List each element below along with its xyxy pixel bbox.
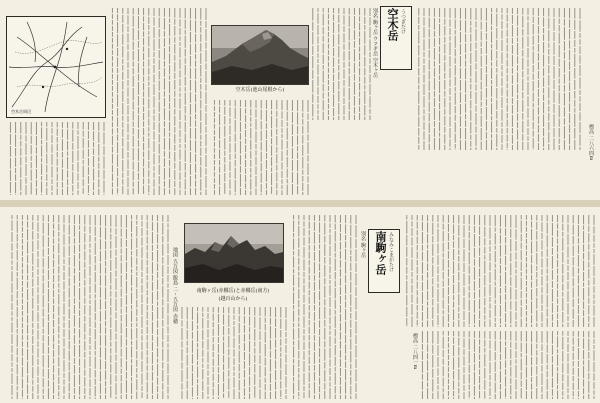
top-title-box (380, 6, 412, 70)
route-map (7, 17, 105, 117)
top-photo-caption: 空木岳(池山尾根から) (235, 87, 285, 93)
bottom-elevation: 標高 二八四一m (412, 333, 418, 370)
mountain-photo-bottom (185, 224, 283, 282)
bottom-map-info: 地図 五万図 飯島 二・五万図 赤穂 (172, 247, 178, 324)
top-title-reading: うつぎだけ (400, 9, 406, 34)
bottom-title: 南駒ヶ岳 (374, 231, 387, 275)
bottom-info-line: 別名 駒ヶ岳 (360, 231, 366, 258)
bottom-photo (184, 223, 284, 283)
bottom-text-columns (0, 207, 600, 403)
top-title: 空木岳 (386, 8, 399, 41)
map-label: 空木岳周辺 (11, 109, 31, 114)
top-page (0, 0, 600, 200)
bottom-title-box (368, 229, 400, 293)
top-photo (211, 25, 309, 85)
bottom-title-reading: みなみこまがたけ (388, 232, 394, 272)
top-info-line: 別名 駒ヶ岳 ウツギ岳 空木ヶ岳 (372, 8, 378, 78)
bottom-photo-caption-2: (越百山から) (218, 296, 248, 302)
page-divider (0, 200, 600, 207)
top-elevation: 標高 二八六四m (588, 124, 594, 161)
bottom-page (0, 207, 600, 403)
mountain-photo-top (212, 26, 308, 84)
bottom-photo-caption: 南駒ヶ岳(赤梛岳)と赤梛岳(南方) (196, 288, 270, 294)
top-map (6, 16, 106, 118)
